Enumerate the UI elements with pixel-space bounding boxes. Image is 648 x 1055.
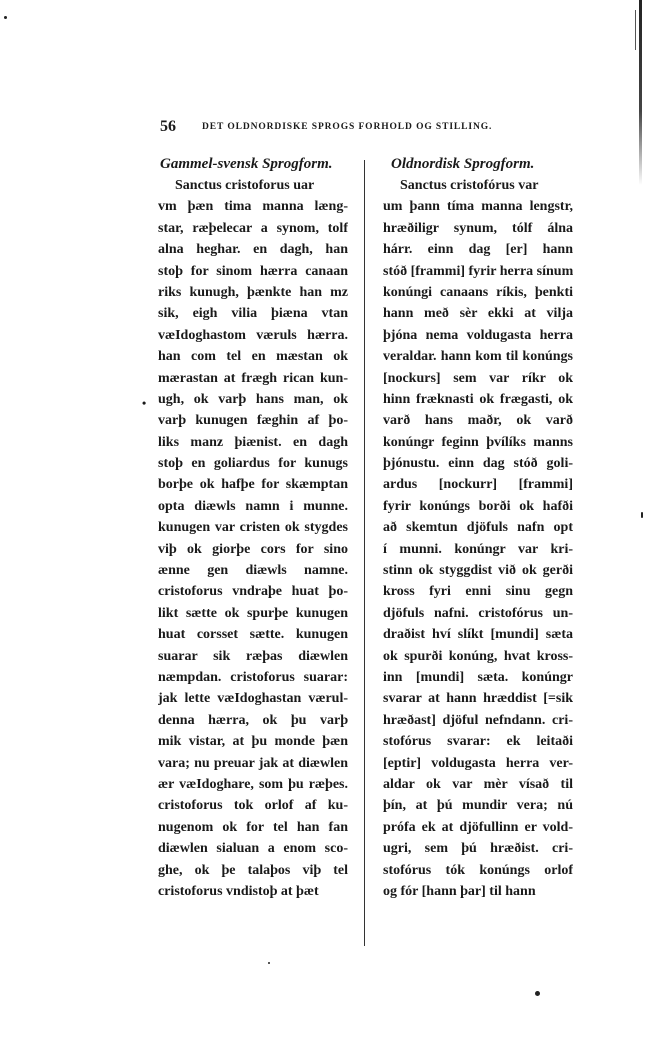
- text-line: Sanctus cristoforus uar: [175, 178, 315, 193]
- page-header: [160, 118, 540, 138]
- right-column-title: Oldnordisk Sprogform.: [391, 156, 535, 172]
- text-line: hárr. einn dag [er] hann: [383, 242, 573, 258]
- text-line: kunugen var cristen ok stygdes: [158, 520, 348, 536]
- left-column: [158, 154, 348, 902]
- text-line: varþ kunugen fæghin af þo-: [158, 413, 348, 429]
- text-line: væIdoghastom væruls hærra.: [158, 327, 348, 343]
- text-line: mærastan at frægh rican kun-: [158, 370, 348, 386]
- text-line: jak lette væIdoghastan værul-: [158, 691, 348, 707]
- text-line: inn [mundi] sæta. konúngr: [383, 669, 573, 685]
- text-line: og fór [hann þar] til hann: [383, 883, 536, 899]
- text-line: að skemtun djöfuls nafn opt: [383, 520, 573, 536]
- text-line: veraldar. hann kom til konúngs: [383, 349, 573, 365]
- ink-speck: [268, 962, 270, 964]
- text-line: Sanctus cristofórus var: [400, 178, 539, 193]
- text-line: stofórus tók konúngs orlof: [383, 862, 573, 878]
- text-line: ugri, sem þú hræðist. cri-: [383, 841, 573, 857]
- text-line: [eptir] voldugasta herra ver-: [383, 755, 573, 771]
- text-line: hann með sèr ekki at vilja: [383, 306, 573, 322]
- text-line: stofórus svarar: ek leitaði: [383, 734, 573, 750]
- text-line: ghe, ok þe talaþos viþ tel: [158, 862, 348, 878]
- running-title: DET OLDNORDISKE SPROGS FORHOLD OG STILLING.: [202, 122, 493, 132]
- text-line: ok spurði konúng, hvat kross-: [383, 648, 573, 664]
- text-line: konúngi canaans ríkis, þenkti: [383, 284, 573, 300]
- right-column-text: [383, 175, 573, 902]
- right-column: [383, 154, 573, 902]
- text-line: næmpdan. cristoforus suarar:: [158, 669, 348, 685]
- text-line: stoþ en goliardus for kunugs: [158, 456, 348, 472]
- text-line: stinn ok styggdist við ok gerði: [383, 563, 573, 579]
- text-line: stóð [frammi] fyrir herra sínum: [383, 263, 573, 279]
- text-line: ær væIdoghare, som þu ræþes.: [158, 776, 348, 792]
- text-line: riks kunugh, þænkte han mz: [158, 284, 348, 300]
- text-line: svarar at hann hræddist [=sik: [383, 691, 573, 707]
- text-line: likt sætte ok spurþe kunugen: [158, 605, 348, 621]
- text-line: diæwlen sialuan a enom sco-: [158, 841, 348, 857]
- column-divider: [364, 160, 365, 946]
- text-line: þjóna nema voldugasta herra: [383, 327, 573, 343]
- left-column-title: Gammel-svensk Sprogform.: [160, 156, 333, 172]
- ink-speck: [535, 991, 540, 996]
- text-line: konúngr feginn þvílíks manns: [383, 434, 573, 450]
- text-line: huat corsset sætte. kunugen: [158, 627, 348, 643]
- scan-edge-shadow: [639, 0, 642, 185]
- text-line: hræðast] djöful nefndann. cri-: [383, 712, 573, 728]
- text-line: fyrir konúngs borði ok hafði: [383, 498, 573, 514]
- text-line: í munni. konúngr var kri-: [383, 541, 573, 557]
- text-line: vm þæn tima manna læng-: [158, 199, 348, 215]
- text-line: viþ ok giorþe cors for sino: [158, 541, 348, 557]
- text-line: hræðiligr synum, tólf álna: [383, 220, 573, 236]
- text-line: borþe ok hafþe for skæmptan: [158, 477, 348, 493]
- text-line: suarar sik ræþas diæwlen: [158, 648, 348, 664]
- text-line: opta diæwls namn i munne.: [158, 498, 348, 514]
- text-line: liks manz þiænist. en dagh: [158, 434, 348, 450]
- text-line: stoþ for sinom hærra canaan: [158, 263, 348, 279]
- text-line: denna hærra, ok þu varþ: [158, 712, 348, 728]
- text-line: prófa ek at djöfullinn er vold-: [383, 819, 573, 835]
- text-line: cristoforus vndistoþ at þæt: [158, 883, 319, 899]
- text-line: han com tel en mæstan ok: [158, 349, 348, 365]
- text-line: [nockurs] sem var ríkr ok: [383, 370, 573, 386]
- text-line: aldar ok var mèr vísað til: [383, 776, 573, 792]
- ink-speck: [4, 16, 7, 19]
- left-column-text: [158, 175, 348, 902]
- text-line: nugenom ok for tel han fan: [158, 819, 348, 835]
- text-line: draðist hví slíkt [mundi] sæta: [383, 627, 573, 643]
- text-line: mik vistar, at þu monde þæn: [158, 734, 348, 750]
- text-line: alna heghar. en dagh, han: [158, 242, 348, 258]
- text-line: djöfuls nafni. cristofórus un-: [383, 605, 573, 621]
- text-line: um þann tíma manna lengstr,: [383, 199, 573, 215]
- text-line: cristoforus vndraþe huat þo-: [158, 584, 348, 600]
- ink-speck: [641, 512, 643, 518]
- text-line: kross fyri enni sinu gegn: [383, 584, 573, 600]
- text-line: þjónustu. einn dag stóð goli-: [383, 456, 573, 472]
- text-line: ardus [nockurr] [frammi]: [383, 477, 573, 493]
- text-line: vara; nu preuar jak at diæwlen: [158, 755, 348, 771]
- scan-edge-line: [635, 10, 636, 50]
- page-number: 56: [160, 118, 176, 135]
- text-line: sik, eigh vilia þiæna vtan: [158, 306, 348, 322]
- text-line: ænne gen diæwls namne.: [158, 563, 348, 579]
- text-line: cristoforus tok orlof af ku-: [158, 798, 348, 814]
- text-line: varð hans maðr, ok varð: [383, 413, 573, 429]
- text-line: hinn fræknasti ok frægasti, ok: [383, 391, 573, 407]
- text-line: þín, at þú mundir vera; nú: [383, 798, 573, 814]
- text-line: star, ræþelecar a synom, tolf: [158, 220, 348, 236]
- text-line: ugh, ok varþ hans man, ok: [158, 391, 348, 407]
- margin-mark: •: [142, 396, 147, 410]
